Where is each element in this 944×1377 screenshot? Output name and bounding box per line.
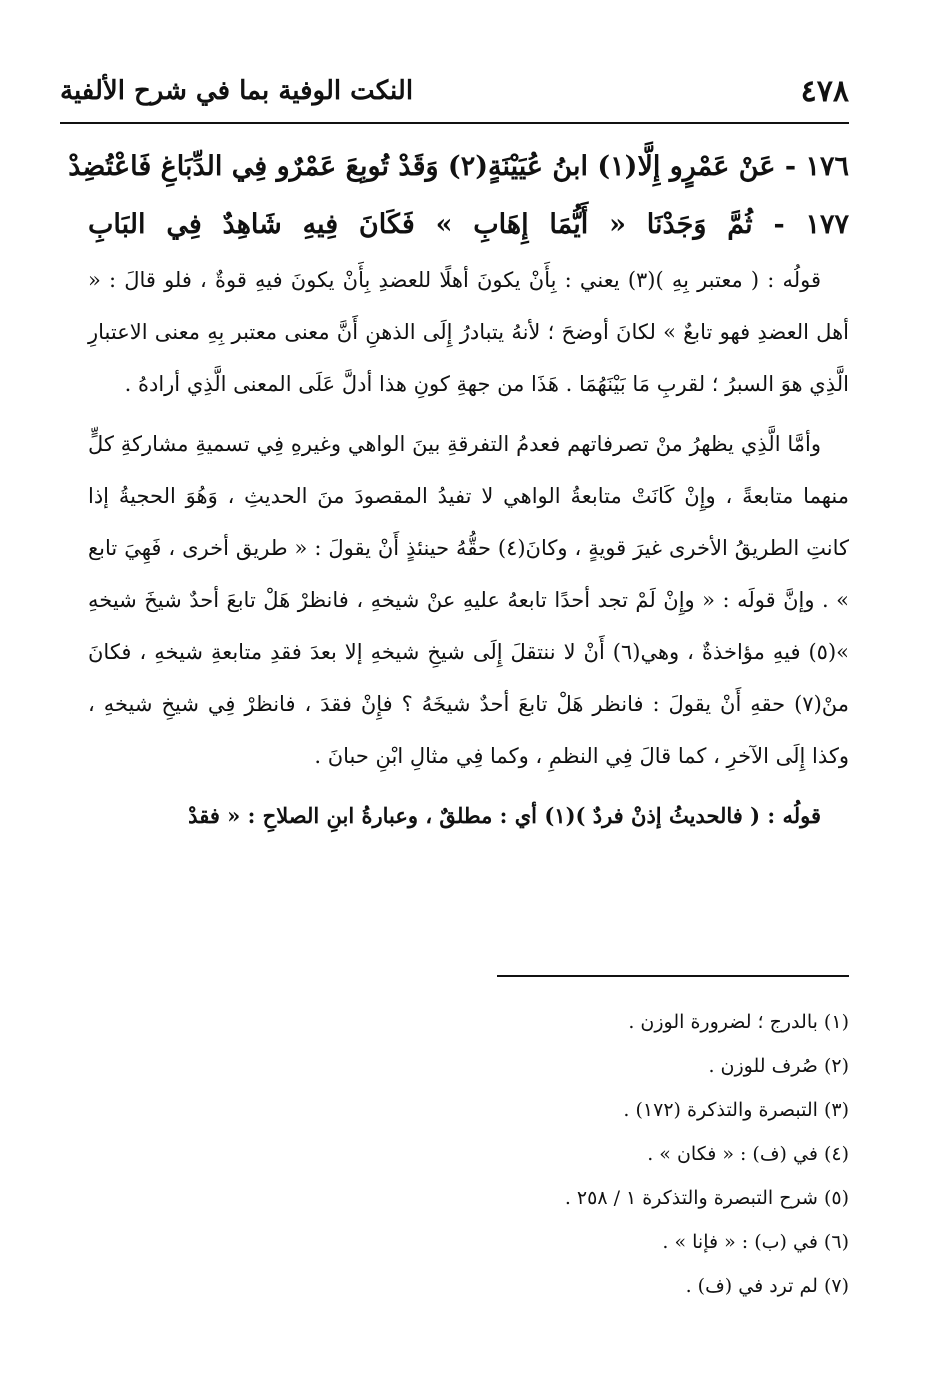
commentary-text <box>88 254 849 842</box>
footnote-2: (٢) صُرف للوزن . <box>708 1055 849 1077</box>
footnotes <box>88 1000 849 1308</box>
page-number: ٤٧٨ <box>800 73 849 109</box>
verse-177: ١٧٧ - ثُمَّ وَجَدْنَا « أَيُّمَا إِهَابِ » فَكَانَ فِيهِ شَاهِدٌ فِي البَابِ <box>88 209 849 240</box>
footnote-6: (٦) في (ب) : « فإنا » . <box>662 1231 849 1253</box>
commentary-paragraph: قولُه : ( معتبر بِهِ )(٣) يعني : بِأَنْ يكونَ أهلًا للعضدِ بِأَنْ يكونَ فيهِ قوةٌ ، فلو قالَ : « أهل العضدِ فهو تابعٌ » لكانَ أوضحَ ؛ لأنهُ يتبادرُ إِلَى الذهنِ أَنَّ معنى معتبر بِهِ معنى الاعتبارِ الَّذِي هوَ السبرُ ؛ لقربِ مَا بَيْنَهُمَا . هَذَا من جهةِ كونِ هذا أدلَّ عَلَى المعنى الَّذِي أرادهُ . <box>88 268 849 396</box>
page-header <box>60 62 849 120</box>
footnote-3: (٣) التبصرة والتذكرة (١٧٢) . <box>623 1099 849 1121</box>
verse-block <box>68 138 849 254</box>
verse-176: ١٧٦ - عَنْ عَمْرٍو إِلَّا(١) ابنُ عُيَيْنَةٍ(٢) وَقَدْ تُوبِعَ عَمْرٌو فِي الدِّبَاغِ فَاعْتُضِدْ <box>68 151 849 182</box>
commentary-paragraph: قولُه : ( فالحديثُ إذنْ فردٌ )(١) أي : مطلقٌ ، وعبارةُ ابنِ الصلاحِ : « فقدْ <box>188 803 821 828</box>
footnote-7: (٧) لم ترد في (ف) . <box>685 1275 849 1297</box>
footnote-separator <box>497 975 849 977</box>
footnote-5: (٥) شرح التبصرة والتذكرة ١ / ٢٥٨ . <box>564 1187 849 1209</box>
header-rule <box>60 122 849 124</box>
commentary-paragraph: وأمَّا الَّذِي يظهرُ منْ تصرفاتهم فعدمُ التفرقةِ بينَ الواهي وغيرهِ فِي تسميةِ مشاركةِ كلٍّ منهما متابعةً ، وإِنْ كَانَتْ متابعةُ الواهي لا تفيدُ المقصودَ منَ الحديثِ ، وَهُوَ الحجيةُ إذا كانتِ الطريقُ الأخرى غيرَ قويةٍ ، وكانَ(٤) حقُّهُ حينئذٍ أَنْ يقولَ : « طريق أخرى ، فَهِيَ تابع » . وإنَّ قولَه : « وإِنْ لَمْ تجد أحدًا تابعهُ عليهِ عنْ شيخهِ ، فانظرْ هَلْ تابعَ أحدٌ شيخَ شيخهِ »(٥) فيهِ مؤاخذةٌ ، وهي(٦) أَنْ لا ننتقلَ إِلَى شيخِ شيخهِ إلا بعدَ فقدِ متابعةِ شيخهِ ، فكانَ منْ(٧) حقهِ أَنْ يقولَ : فانظر هَلْ تابعَ أحدٌ شيخَهُ ؟ فإِنْ فقدَ ، فانظرْ فِي شيخِ شيخهِ ، وكذا إِلَى الآخرِ ، كما قالَ فِي النظمِ ، وكما فِي مثالِ ابْنِ حبانَ . <box>88 432 849 768</box>
footnote-1: (١) بالدرج ؛ لضرورة الوزن . <box>628 1011 849 1033</box>
running-title: النكت الوفية بما في شرح الألفية <box>60 76 414 106</box>
footnote-4: (٤) في (ف) : « فكان » . <box>647 1143 849 1165</box>
